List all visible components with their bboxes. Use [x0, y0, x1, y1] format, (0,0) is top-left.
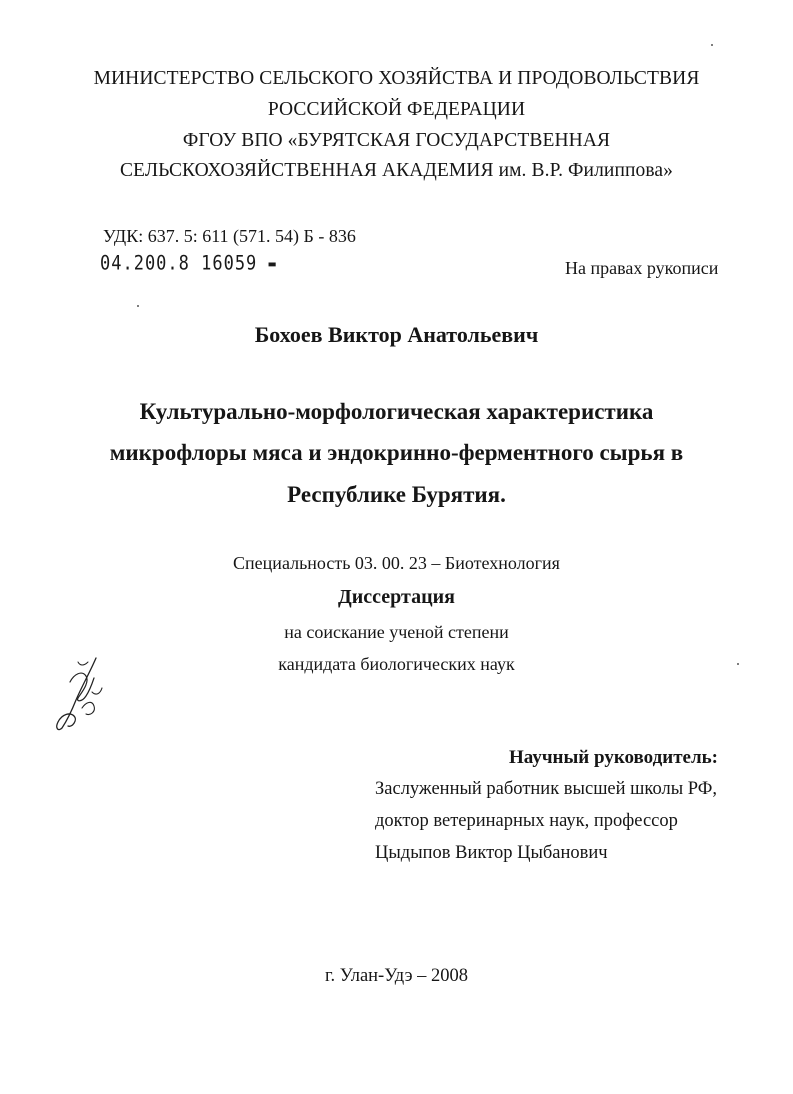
title-line-3: Республике Бурятия. — [287, 482, 506, 507]
stamp-dash: ▬ — [268, 255, 277, 272]
ministry-line-2: РОССИЙСКОЙ ФЕДЕРАЦИИ — [267, 99, 526, 120]
handwritten-signature-icon — [52, 652, 108, 734]
specialty: Специальность 03. 00. 23 – Биотехнология — [233, 553, 560, 573]
supervisor-line-3: Цыдыпов Виктор Цыбанович — [375, 843, 608, 863]
udc-code: УДК: 637. 5: 611 (571. 54) Б - 836 — [103, 226, 356, 246]
author-name: Бохоев Виктор Анатольевич — [254, 322, 539, 347]
registration-stamp-number: 04.200.8 16059 — [100, 252, 258, 275]
supervisor-heading: Научный руководитель: — [509, 747, 718, 768]
academy-line-1: ФГОУ ВПО «БУРЯТСКАЯ ГОСУДАРСТВЕННАЯ — [182, 130, 611, 151]
academy-line-2: СЕЛЬСКОХОЗЯЙСТВЕННАЯ АКАДЕМИЯ им. В.Р. Филиппова» — [119, 160, 674, 181]
ministry-line-1: МИНИСТЕРСТВО СЕЛЬСКОГО ХОЗЯЙСТВА И ПРОДОВОЛЬСТВИЯ — [93, 68, 700, 89]
place-year: г. Улан-Удэ – 2008 — [324, 966, 469, 986]
scan-speck — [711, 44, 713, 46]
registration-stamp — [100, 252, 277, 275]
work-type: Диссертация — [338, 586, 455, 608]
rights-label: На правах рукописи — [565, 258, 719, 278]
scan-speck — [137, 305, 139, 307]
supervisor-line-1: Заслуженный работник высшей школы РФ, — [375, 779, 717, 799]
title-line-2: микрофлоры мяса и эндокринно-ферментного сырья в — [109, 440, 684, 465]
degree-line-2: кандидата биологических наук — [278, 654, 515, 674]
supervisor-line-2: доктор ветеринарных наук, профессор — [375, 811, 678, 831]
degree-line-1: на соискание ученой степени — [284, 622, 509, 642]
title-line-1: Культурально-морфологическая характеристика — [139, 399, 654, 424]
scan-speck — [737, 663, 739, 665]
